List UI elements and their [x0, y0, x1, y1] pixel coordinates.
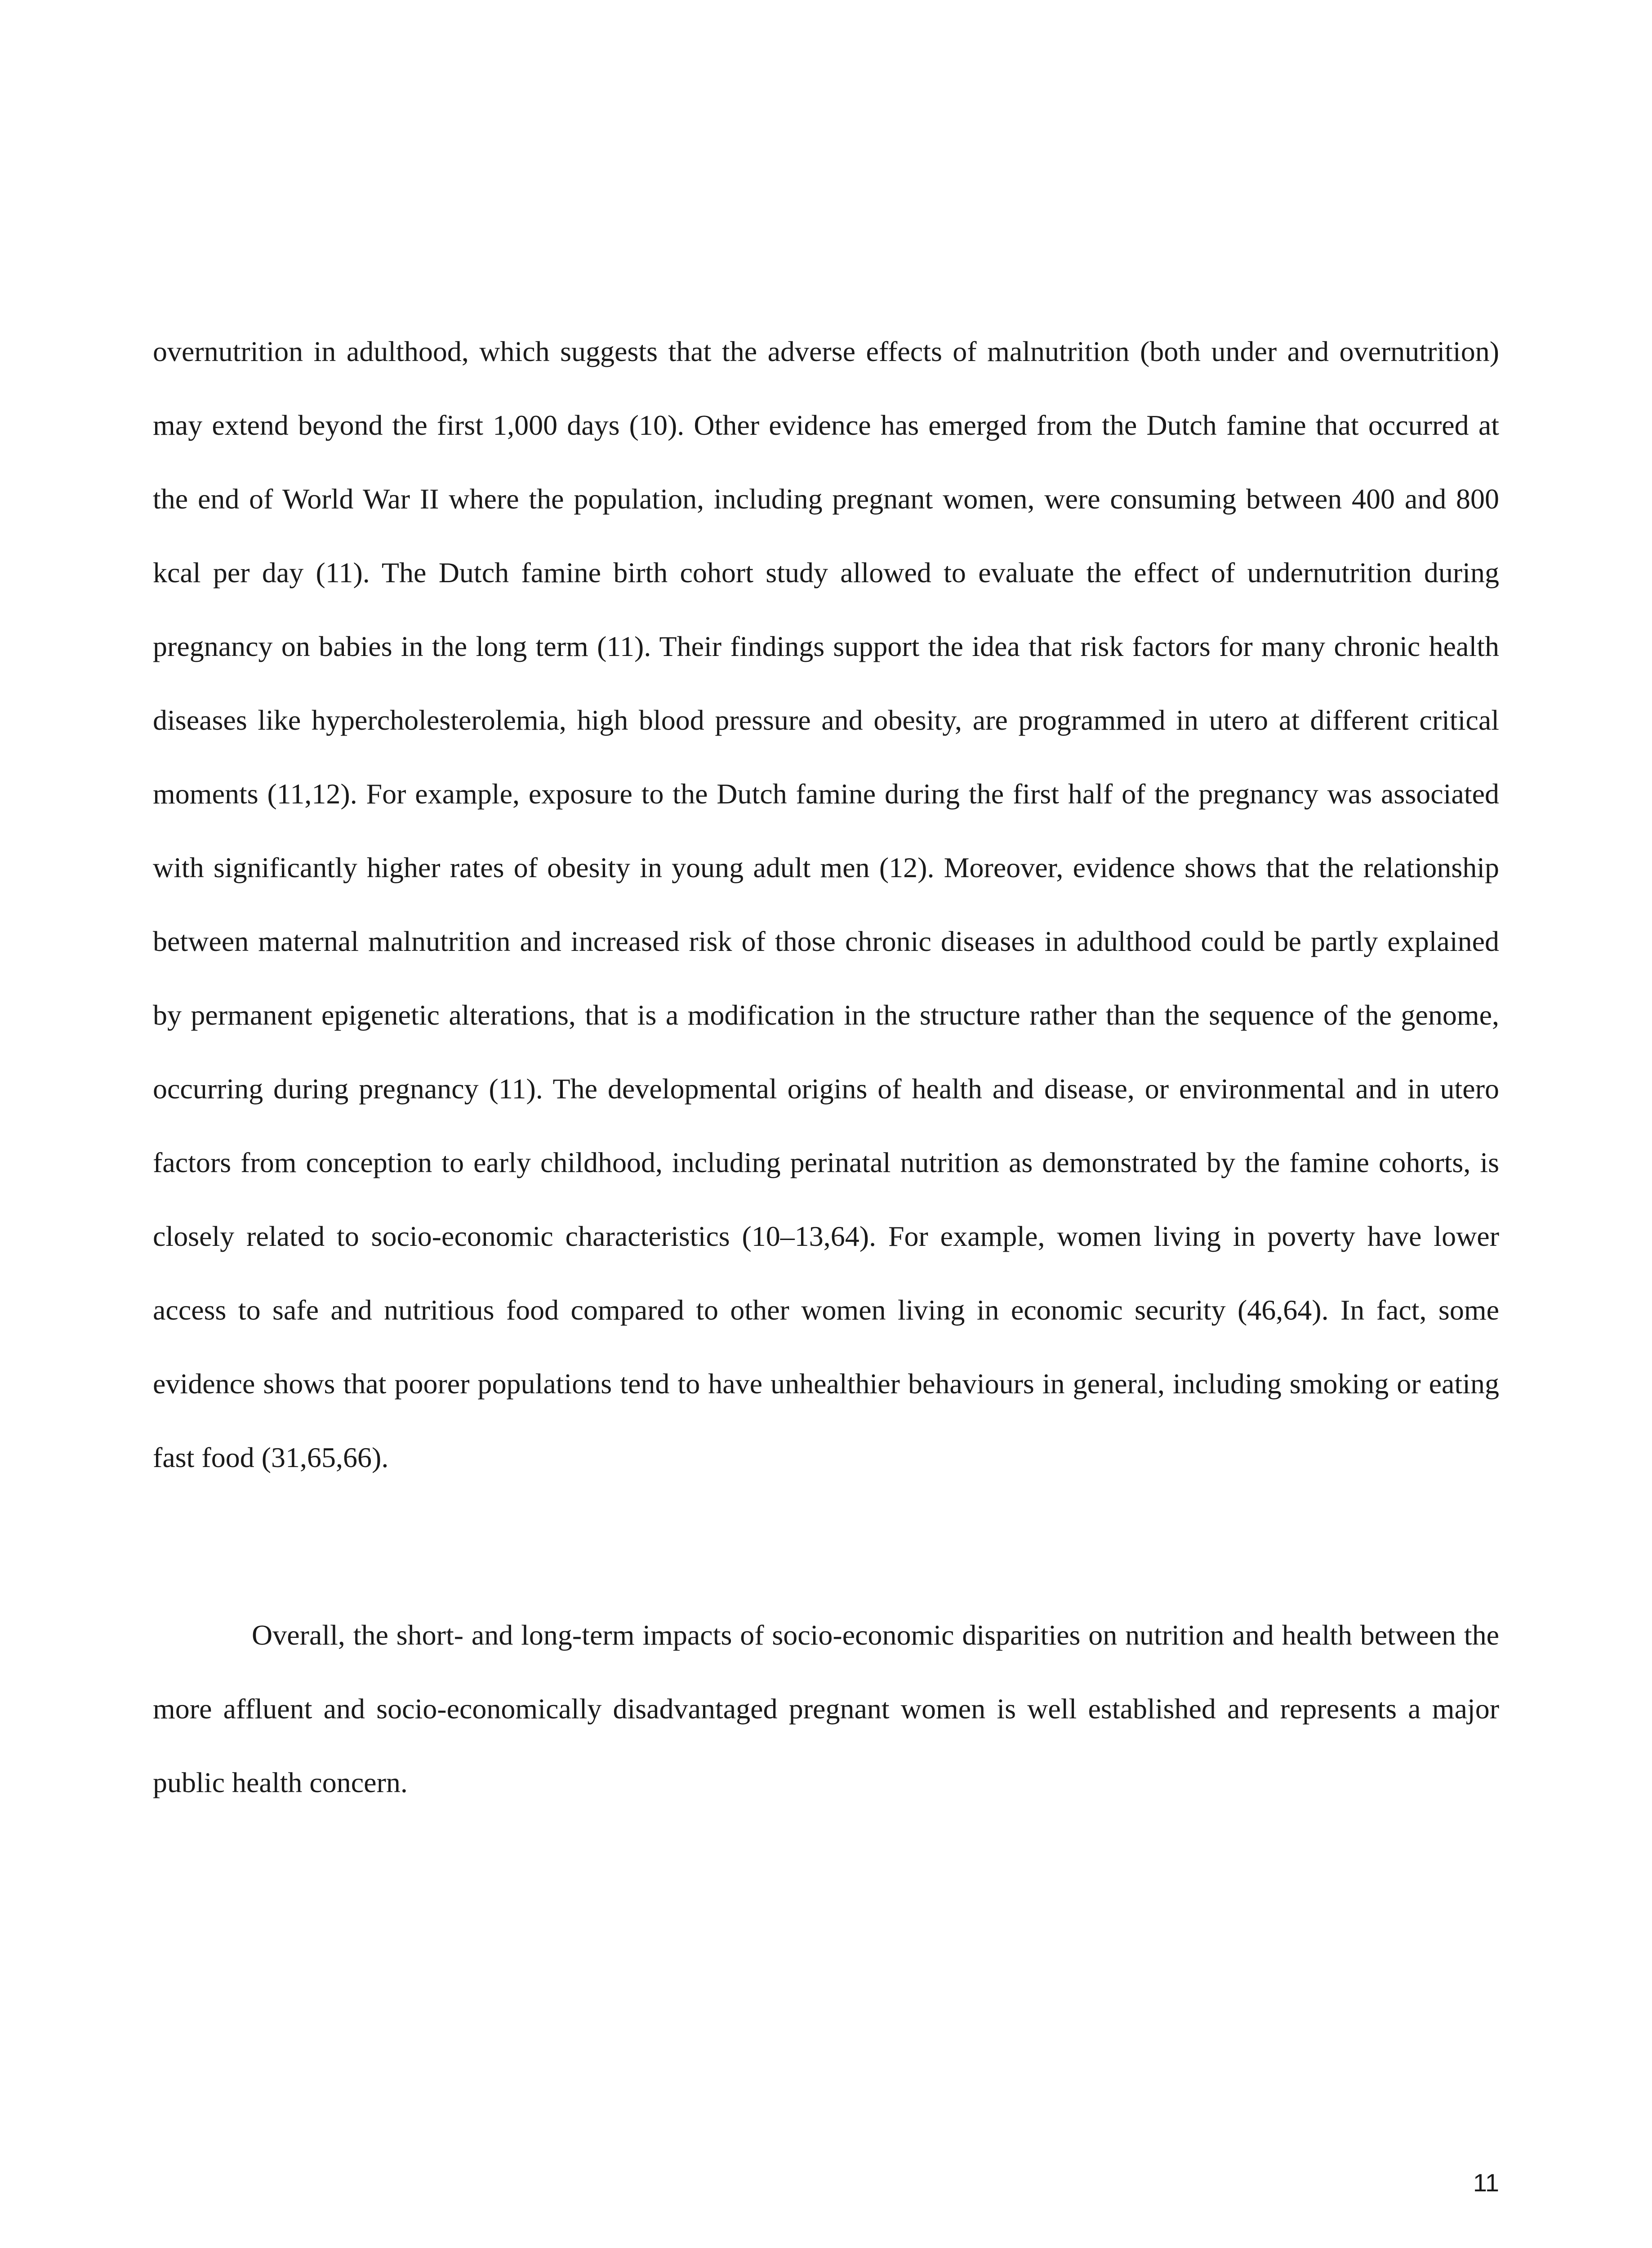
page-number: 11	[1473, 2168, 1499, 2197]
body-paragraph-2	[153, 1598, 1499, 1820]
body-paragraph-1	[153, 315, 1499, 1494]
paragraph-text: overnutrition in adulthood, which suggests that the adverse effects of malnutrition (both under and overnutrition) may extend beyond the first 1,000 days (10). Other evidence has emerged from the Dutch famine that occurred at the end of World War II where the population, including pregnant women, were consuming between 400 and 800 kcal per day (11). The Dutch famine birth cohort study allowed to evaluate the effect of undernutrition during pregnancy on babies in the long term (11). Their findings support the idea that risk factors for many chronic health diseases like hypercholesterolemia, high blood pressure and obesity, are programmed in utero at different critical moments (11,12). For example, exposure to the Dutch famine during the first half of the pregnancy was associated with significantly higher rates of obesity in young adult men (12). Moreover, evidence shows that the relationship between maternal malnutrition and increased risk of those chronic diseases in adulthood could be partly explained by permanent epigenetic alterations, that is a modification in the structure rather than the sequence of the genome, occurring during pregnancy (11). The developmental origins of health and disease, or environmental and in utero factors from conception to early childhood, including perinatal nutrition as demonstrated by the famine cohorts, is closely related to socio-economic characteristics (10–13,64). For example, women living in poverty have lower access to safe and nutritious food compared to other women living in economic security (46,64). In fact, some evidence shows that poorer populations tend to have unhealthier behaviours in general, including smoking or eating fast food (31,65,66).	[153, 335, 1499, 1473]
paragraph-text: Overall, the short- and long-term impacts of socio-economic disparities on nutrition and health between the more affluent and socio-economically disadvantaged pregnant women is well established and represents a major public health concern.	[153, 1619, 1499, 1798]
